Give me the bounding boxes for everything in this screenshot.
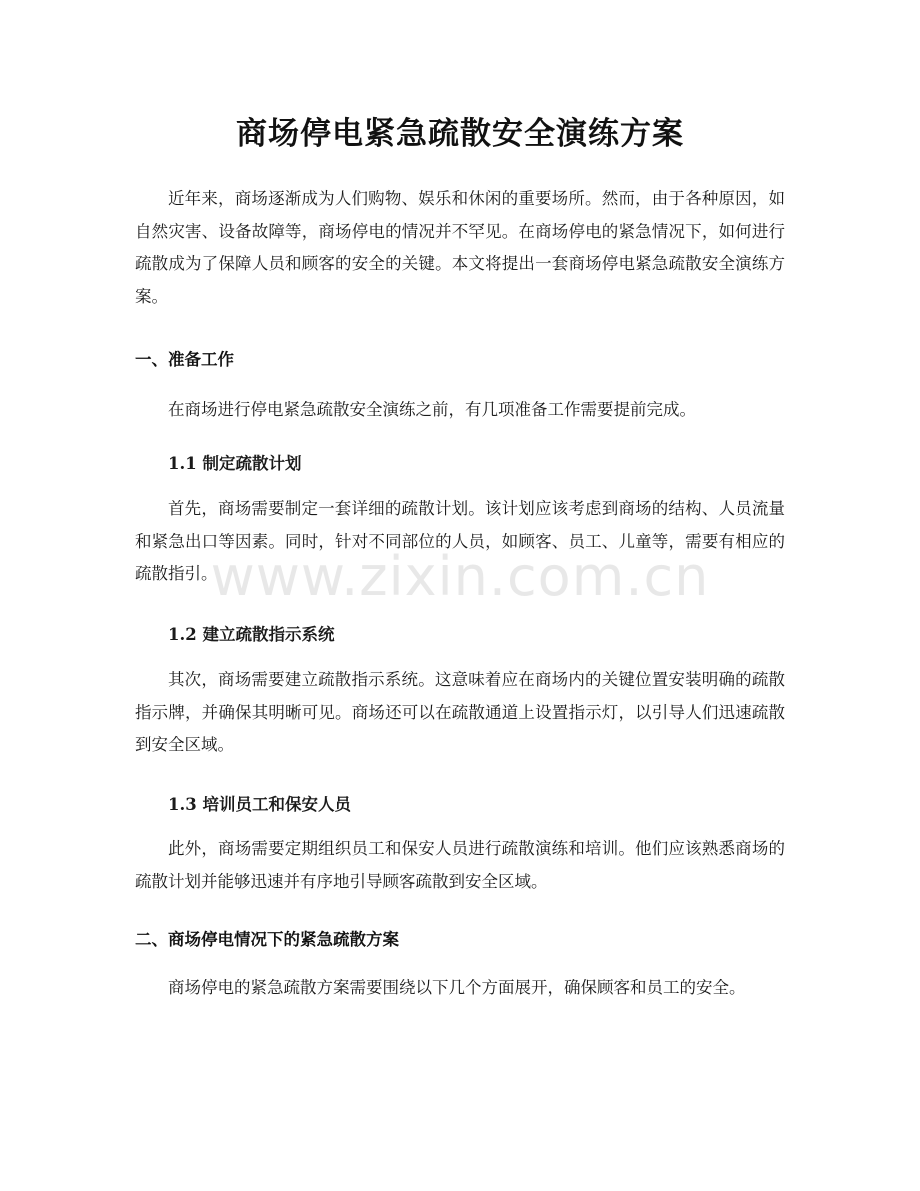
subsection-1-1-heading: 1.1 制定疏散计划	[168, 454, 302, 473]
document-title: 商场停电紧急疏散安全演练方案	[236, 116, 684, 152]
section-2-heading: 二、商场停电情况下的紧急疏散方案	[135, 930, 399, 949]
subsection-1-1-text: 首先，商场需要制定一套详细的疏散计划。该计划应该考虑到商场的结构、人员流量和紧急出口等因素。同时，针对不同部位的人员，如顾客、员工、儿童等，需要有相应的疏散指引。	[135, 499, 785, 583]
section-2-intro: 商场停电的紧急疏散方案需要围绕以下几个方面展开，确保顾客和员工的安全。	[168, 978, 746, 997]
subsection-1-2-heading: 1.2 建立疏散指示系统	[168, 625, 335, 644]
subsection-1-3-text: 此外，商场需要定期组织员工和保安人员进行疏散演练和培训。他们应该熟悉商场的疏散计划并能够迅速并有序地引导顾客疏散到安全区域。	[135, 839, 785, 891]
subsection-1-3-heading: 1.3 培训员工和保安人员	[168, 795, 351, 814]
watermark: www.zixin.com.cn	[210, 545, 710, 608]
intro-paragraph: 近年来，商场逐渐成为人们购物、娱乐和休闲的重要场所。然而，由于各种原因，如自然灾害、设备故障等，商场停电的情况并不罕见。在商场停电的紧急情况下，如何进行疏散成为了保障人员和顾客的安全的关键。本文将提出一套商场停电紧急疏散安全演练方案。	[135, 189, 785, 306]
section-1-intro: 在商场进行停电紧急疏散安全演练之前，有几项准备工作需要提前完成。	[168, 400, 696, 419]
subsection-1-2-text: 其次，商场需要建立疏散指示系统。这意味着应在商场内的关键位置安装明确的疏散指示牌，并确保其明晰可见。商场还可以在疏散通道上设置指示灯，以引导人们迅速疏散到安全区域。	[135, 670, 785, 754]
section-1-heading: 一、准备工作	[135, 350, 234, 369]
